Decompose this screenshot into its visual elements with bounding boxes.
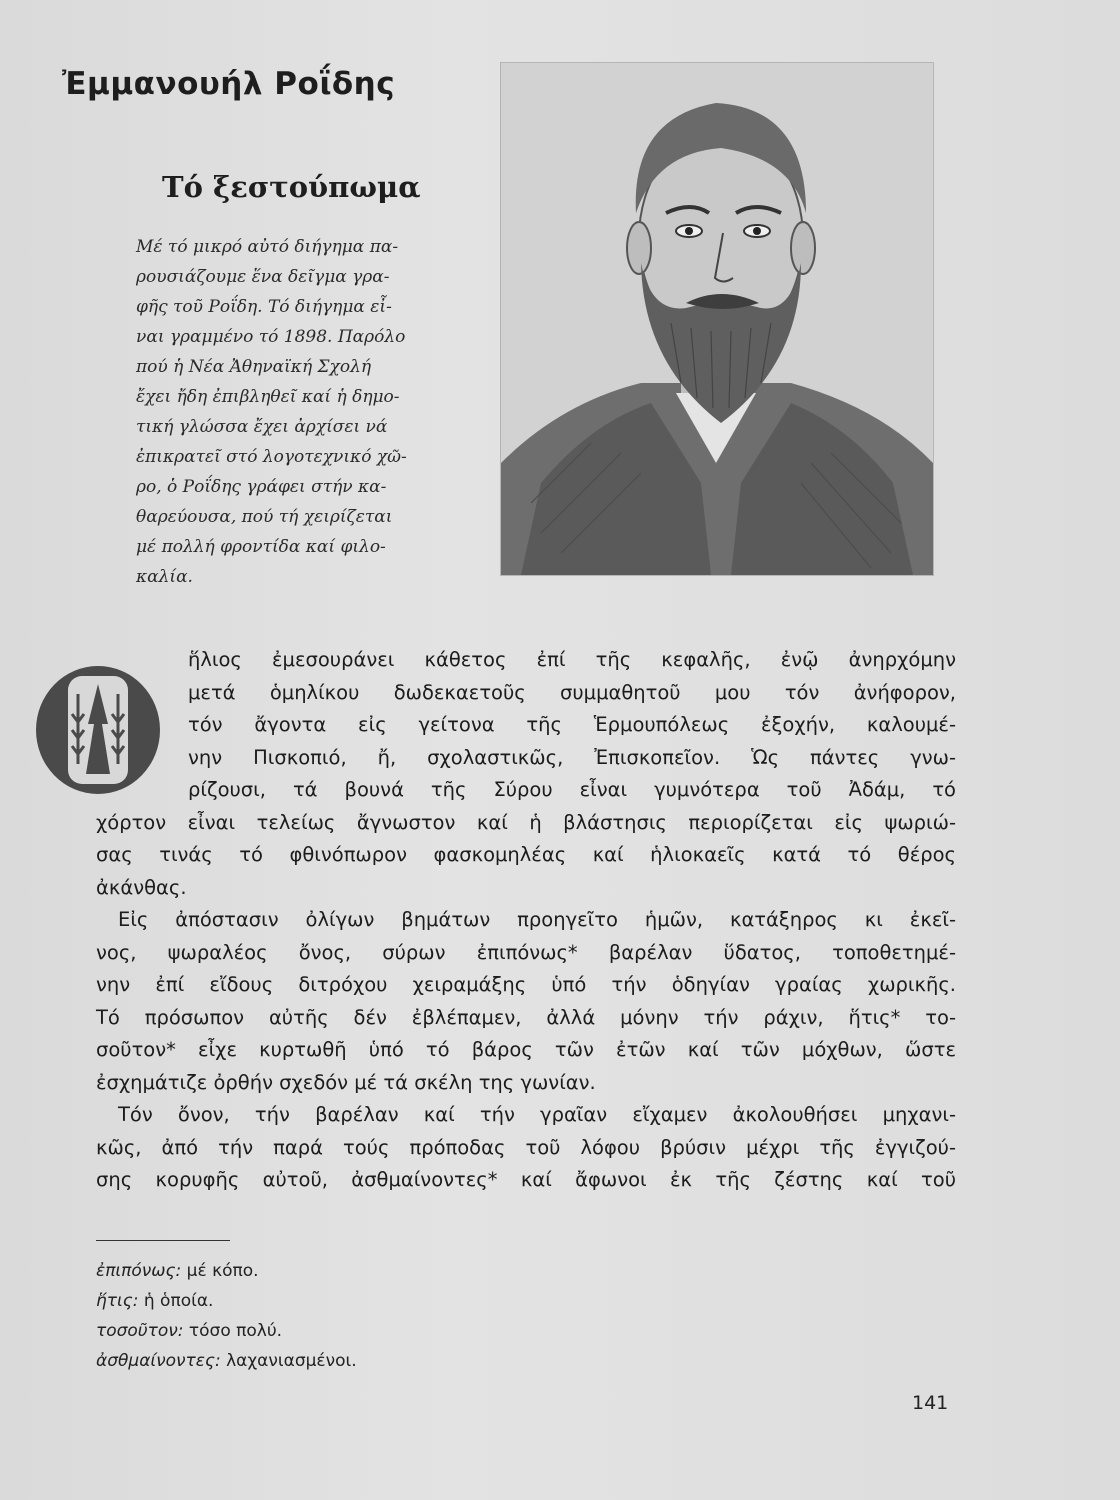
body-line: Τό πρόσωπον αὐτῆς δέν ἐβλέπαμεν, ἀλλά μόνην τήν ράχιν, ἥτις* το-: [96, 1005, 956, 1029]
body-line: ρίζουσι, τά βουνά τῆς Σύρου εἶναι γυμνότερα τοῦ Ἀδάμ, τό: [188, 778, 956, 801]
footnote-divider: [96, 1240, 230, 1241]
body-line: μετά ὁμηλίκου δωδεκαετοῦς συμμαθητοῦ μου τόν ἀνήφορον,: [188, 680, 956, 704]
footnote-term: ἥτις:: [96, 1291, 139, 1311]
body-line: νος, ψωραλέος ὄνος, σύρων ἐπιπόνως* βαρέλαν ὕδατος, τοποθετημέ-: [96, 940, 956, 964]
footnote-definition: τόσο πολύ.: [188, 1321, 283, 1341]
body-line: ἥλιος ἐμεσουράνει κάθετος ἐπί τῆς κεφαλῆς, ἐνῷ ἀνηρχόμην: [188, 648, 956, 671]
intro-line: ἔχει ἤδη ἐπιβληθεῖ καί ἡ δημο-: [136, 387, 400, 407]
footnote-definition: ἡ ὁποία.: [143, 1291, 214, 1311]
page-number: 141: [912, 1392, 949, 1414]
body-line: ἐσχημάτιζε ὀρθήν σχεδόν μέ τά σκέλη της γωνίαν.: [96, 1070, 596, 1094]
portrait-drawing: [501, 63, 933, 575]
body-line: νην ἐπί εἴδους διτρόχου χειραμάξης ὑπό τήν ὁδηγίαν γραίας χωρικῆς.: [96, 973, 956, 996]
intro-line: ἐπικρατεῖ στό λογοτεχνικό χῶ-: [136, 447, 407, 467]
intro-paragraph: [136, 232, 466, 592]
body-line: νην Πισκοπιό, ἤ, σχολαστικῶς, Ἐπισκοπεῖον. Ὡς πάντες γνω-: [188, 745, 956, 769]
intro-line: ρο, ὁ Ροΐδης γράφει στήν κα-: [136, 477, 387, 497]
intro-line: ρουσιάζουμε ἕνα δεῖγμα γρα-: [136, 267, 390, 287]
body-line: ἀκάνθας.: [96, 875, 187, 899]
intro-line: Μέ τό μικρό αὐτό διήγημα πα-: [136, 237, 399, 257]
body-line: κῶς, ἀπό τήν παρά τούς πρόποδας τοῦ λόφου βρύσιν μέχρι τῆς ἐγγιζού-: [96, 1135, 956, 1159]
footnote-item: [96, 1286, 357, 1316]
intro-line: ναι γραμμένο τό 1898. Παρόλο: [136, 327, 406, 347]
story-body: [96, 644, 956, 1197]
footnote-term: ἐπιπόνως:: [96, 1261, 182, 1281]
story-title: Τό ξεστούπωμα: [162, 170, 421, 204]
footnote-term: ἀσθμαίνοντες:: [96, 1351, 221, 1371]
intro-line: φῆς τοῦ Ροΐδη. Τό διήγημα εἶ-: [136, 297, 392, 317]
body-line: Τόν ὄνον, τήν βαρέλαν καί τήν γραῖαν εἴχαμεν ἀκολουθήσει μηχανι-: [118, 1103, 956, 1126]
intro-line: μέ πολλή φροντίδα καί φιλο-: [136, 537, 386, 557]
author-portrait: [500, 62, 934, 576]
body-line: σας τινάς τό φθινόπωρον φασκομηλέας καί ἡλιοκαεῖς κατά τό θέρος: [96, 843, 956, 866]
footnotes: [96, 1256, 357, 1376]
footnote-definition: μέ κόπο.: [186, 1261, 259, 1281]
footnote-item: [96, 1346, 357, 1376]
body-line: σης κορυφῆς αὐτοῦ, ἀσθμαίνοντες* καί ἄφωνοι ἐκ τῆς ζέστης καί τοῦ: [96, 1168, 956, 1191]
footnote-definition: λαχανιασμένοι.: [226, 1351, 357, 1371]
intro-line: τική γλώσσα ἔχει ἀρχίσει νά: [136, 417, 388, 437]
body-line: χόρτον εἶναι τελείως ἄγνωστον καί ἡ βλάστησις περιορίζεται εἰς ψωριώ-: [96, 810, 956, 834]
intro-line: πού ἡ Νέα Ἀθηναϊκή Σχολή: [136, 357, 372, 377]
footnote-term: τοσοῦτον:: [96, 1321, 184, 1341]
body-line: σοῦτον* εἶχε κυρτωθῆ ὑπό τό βάρος τῶν ἐτῶν καί τῶν μόχθων, ὥστε: [96, 1038, 956, 1061]
footnote-item: [96, 1256, 357, 1286]
intro-line: θαρεύουσα, πού τή χειρίζεται: [136, 507, 393, 527]
body-line: Εἰς ἀπόστασιν ὀλίγων βημάτων προηγεῖτο ἡμῶν, κατάξηρος κι ἐκεῖ-: [118, 908, 956, 931]
intro-line: καλία.: [136, 567, 193, 587]
author-heading: Ἐμμανουήλ Ροΐδης: [62, 66, 396, 102]
footnote-item: [96, 1316, 357, 1346]
body-line: τόν ἄγοντα εἰς γείτονα τῆς Ἑρμουπόλεως ἐξοχήν, καλουμέ-: [188, 713, 956, 736]
